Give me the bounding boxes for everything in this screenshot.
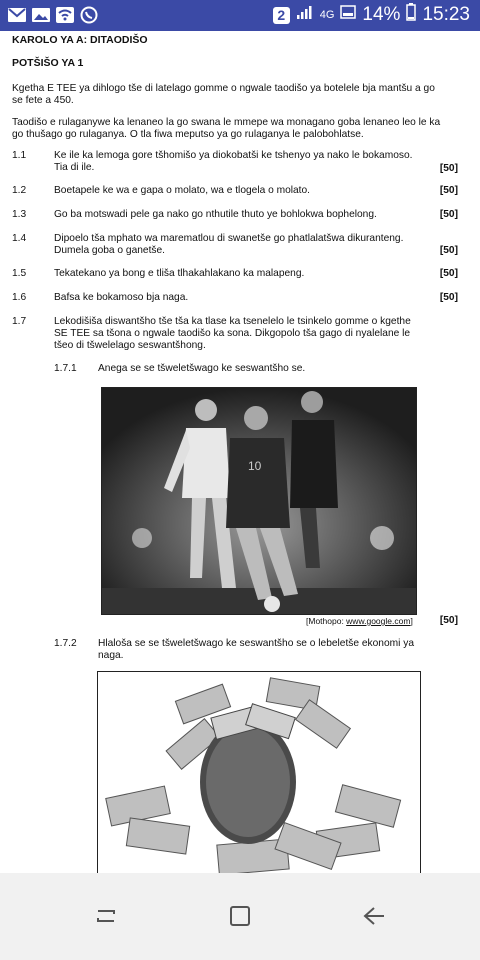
battery-level-icon (406, 3, 416, 27)
question-number: 1.4 (12, 233, 27, 244)
question-mark: [50] (439, 163, 458, 174)
money-photo (97, 671, 421, 873)
question-mark: [50] (439, 615, 458, 626)
question-mark: [50] (439, 185, 458, 196)
section-title: KAROLO YA A: DITAODIŠO (12, 34, 148, 46)
wifi-icon (56, 6, 74, 24)
question-text: Bafsa ke bokamoso bja naga. (54, 292, 189, 303)
question-mark: [50] (439, 245, 458, 256)
footballers-photo (101, 387, 417, 615)
question-number: 1.1 (12, 150, 27, 161)
subquestion-number: 1.7.1 (54, 363, 77, 374)
recents-button[interactable] (86, 903, 126, 933)
network-label: 4G (319, 9, 335, 21)
question-number: 1.7 (12, 316, 27, 327)
question-number: 1.6 (12, 292, 27, 303)
clock: 15:23 (422, 4, 470, 25)
back-button[interactable] (354, 903, 394, 933)
question-mark: [50] (439, 209, 458, 220)
home-button[interactable] (220, 903, 260, 933)
question-title: POTŠIŠO YA 1 (12, 57, 84, 69)
question-number: 1.2 (12, 185, 27, 196)
question-text: Dipoelo tša mphato wa marematlou di swanetše go phatlalatšwa dikuranteng. Dumela goba o ganetše. (54, 233, 404, 256)
gallery-icon (32, 6, 50, 24)
question-text: Ke ile ka lemoga gore tšhomišo ya diokobatši ke tshenyo ya nako le bokamoso. Tia di ile. (54, 150, 413, 173)
question-mark: [50] (439, 268, 458, 279)
status-bar (0, 0, 480, 31)
question-mark: [50] (439, 292, 458, 303)
question-text: Boetapele ke wa e gapa o molato, wa e tlogela o molato. (54, 185, 310, 196)
back-icon (362, 905, 386, 932)
recents-icon (94, 905, 118, 932)
caption-prefix: [Mothopo: (306, 616, 347, 626)
question-number: 1.3 (12, 209, 27, 220)
question-text: Lekodišiša diswantšho tše tša ka tlase ka tsenelelo le tsinkelo gomme o kgethe SE TEE sa tšona o ngwale taodišo ka sona. Dikgopolo tša gago di nyalelane le tšeo di tšwelelago seswantšhong. (54, 316, 411, 351)
signal-icon (296, 4, 314, 26)
question-text: Go ba motswadi pele ga nako go nthutile thuto ye bohlokwa bophelong. (54, 209, 377, 220)
whatsapp-icon (80, 6, 98, 24)
subquestion-text: Hlaloša se se tšweletšwago ke seswantšho se o lebeletše ekonomi ya naga. (98, 638, 414, 661)
subquestion-number: 1.7.2 (54, 638, 77, 649)
source-link[interactable]: www.google.com (346, 616, 411, 626)
intro-paragraph-1: Kgetha E TEE ya dihlogo tše di latelago gomme o ngwale taodišo ya botelele bja mantšu a go se fete a 450. (12, 83, 435, 106)
question-number: 1.5 (12, 268, 27, 279)
navigation-bar (0, 873, 480, 960)
document-view[interactable] (0, 31, 480, 873)
sim-badge: 2 (273, 7, 290, 24)
home-icon (229, 905, 251, 932)
battery-icon (340, 4, 356, 26)
svg-text:10: 10 (248, 459, 262, 473)
subquestion-text: Anega se se tšweletšwago ke seswantšho se. (98, 363, 306, 374)
image-source-caption (306, 615, 413, 627)
caption-suffix: ] (410, 616, 413, 626)
intro-paragraph-2: Taodišo e rulaganywe ka lenaneo la go swana le mmepe wa monagano goba lenaneo leo le ka go thušago go rulaganya. O tla fiwa meputso ya go rulaganya le palobohlatse. (12, 117, 441, 140)
question-text: Tekatekano ya bong e tliša tlhakahlakano ka malapeng. (54, 268, 305, 279)
battery-percent: 14% (362, 4, 401, 25)
gmail-icon (8, 6, 26, 24)
